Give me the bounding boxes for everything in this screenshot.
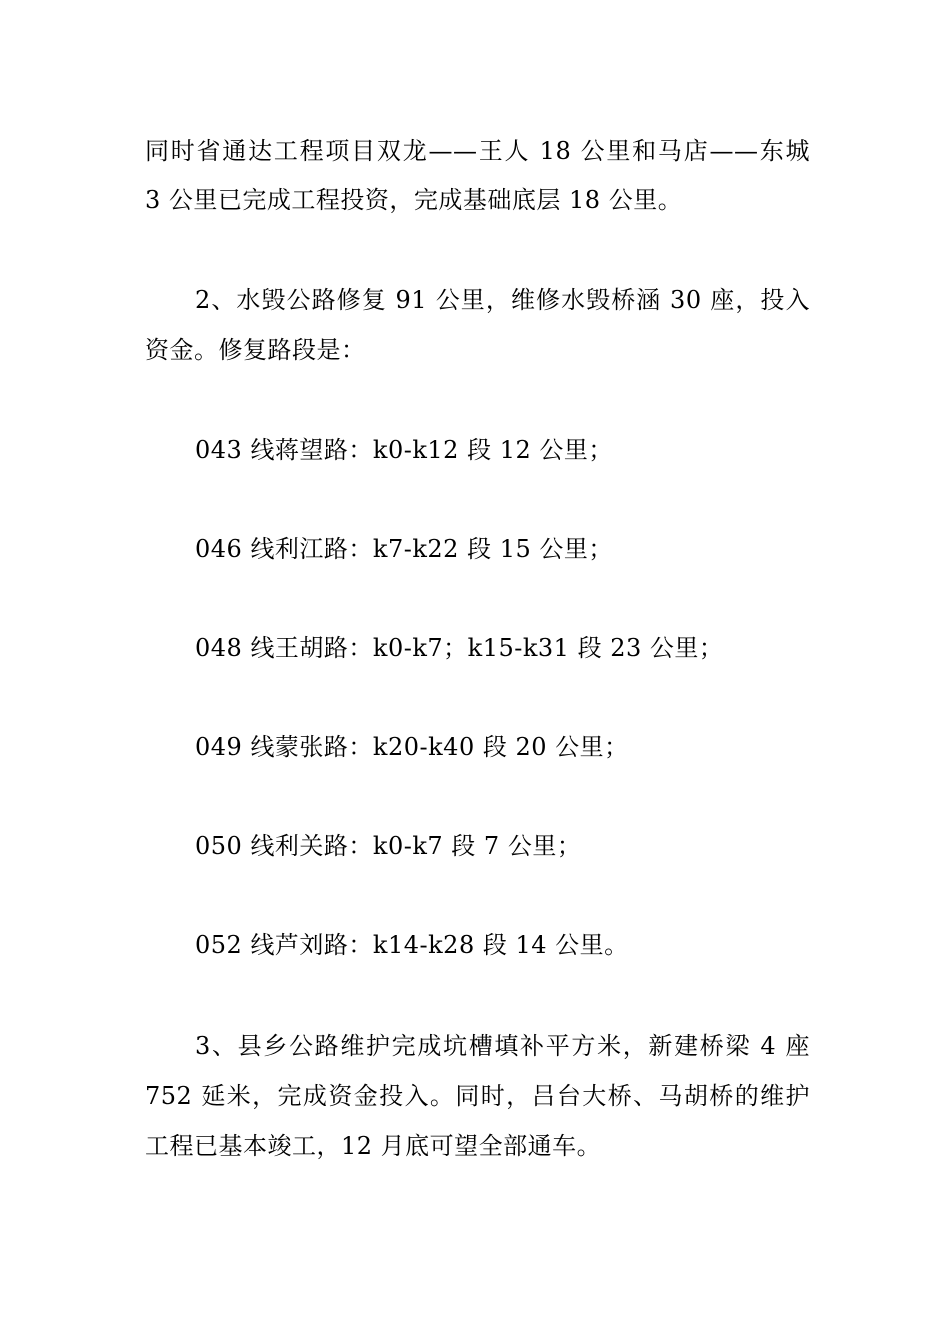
road-item-048: 048 线王胡路：k0-k7；k15-k31 段 23 公里；: [195, 634, 724, 662]
paragraph-1-line-1: 同时省通达工程项目双龙——王人 18 公里和马店——东城: [145, 137, 810, 165]
road-item-046: 046 线利江路：k7-k22 段 15 公里；: [195, 535, 613, 563]
road-item-050: 050 线利关路：k0-k7 段 7 公里；: [195, 832, 582, 860]
road-item-052: 052 线芦刘路：k14-k28 段 14 公里。: [195, 931, 629, 959]
paragraph-2-line-1: 2、水毁公路修复 91 公里，维修水毁桥涵 30 座，投入: [195, 286, 810, 314]
road-item-049: 049 线蒙张路：k20-k40 段 20 公里；: [195, 733, 629, 761]
paragraph-3-line-3: 工程已基本竣工，12 月底可望全部通车。: [145, 1132, 602, 1160]
paragraph-3-line-1: 3、县乡公路维护完成坑槽填补平方米，新建桥梁 4 座: [195, 1032, 810, 1060]
paragraph-1-line-2: 3 公里已完成工程投资，完成基础底层 18 公里。: [145, 186, 683, 214]
paragraph-2-line-2: 资金。修复路段是：: [145, 336, 366, 364]
road-item-043: 043 线蒋望路：k0-k12 段 12 公里；: [195, 436, 613, 464]
paragraph-3-line-2: 752 延米，完成资金投入。同时，吕台大桥、马胡桥的维护: [145, 1082, 810, 1110]
